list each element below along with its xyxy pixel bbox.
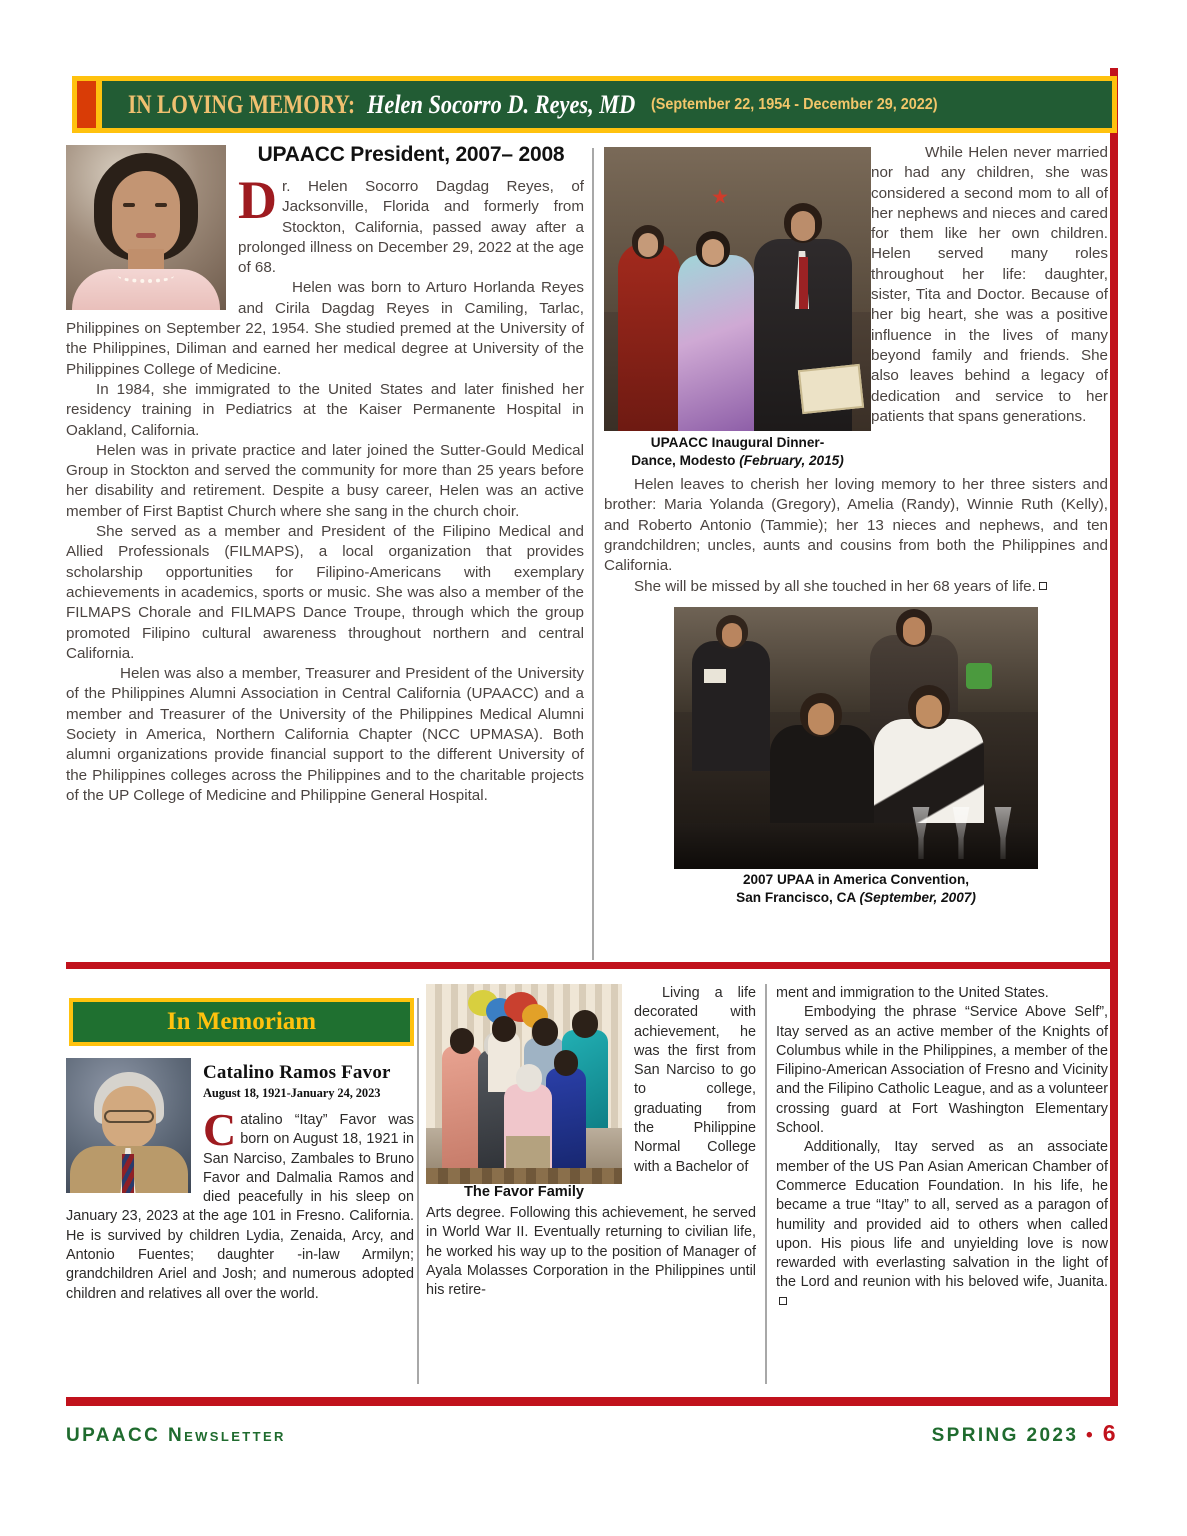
favor-family-photo [426, 984, 622, 1184]
paragraph-right-3 [604, 577, 1108, 597]
page-footer [66, 1420, 1118, 1447]
memoriam-paragraph-1: Catalino “Itay” Favor was born on August 18, 1921 in San Narciso, Zambales to Bruno Favor and Dalmalia Ramos and died peacefully in his sleep on January 23, 2023 at the age 101 in Fresno. California. He is survived by children Lydia, Zenaida, Arcy, and Antonio Fuentes; daughter -in-law Armilyn; grandchildren Ariel and Josh; and numerous adopted children and relatives all over the world. [66, 1104, 414, 1302]
favor-family-caption: The Favor Family [463, 1184, 585, 1200]
footer-page-number: 6 [1102, 1420, 1118, 1446]
footer-publication-name: UPAACC Newsletter [66, 1425, 286, 1446]
column-divider-rule [592, 148, 594, 960]
paragraph-right-2: Helen leaves to cherish her loving memory to her three sisters and brother: Maria Yolanda (Gregory), Amelia (Randy), Winnie Ruth (Kelly), and Roberto Antonio (Tammie); her 13 nieces and nephews, and ten grandchildren; uncles, aunts and cousins from both the Philippines and California. [604, 476, 1108, 575]
article-headline: UPAACC President, 2007– 2008 [257, 143, 565, 166]
paragraph-5: She served as a member and President of the Filipino Medical and Allied Professionals (FILMAPS), a local organization that provides scholarship opportunities for Filipino-Americans with exemplary achievements in academics, sports or music. She was also a member of the FILMAPS Chorale and FILMAPS Dance Troupe, through which the group promoted Filipino cultural awareness throughout northern and central California. [66, 523, 584, 662]
memoriam-col3-paragraph-3-text: Additionally, Itay served as an associate member of the US Pan Asian American Chamber of Commerce Education Foundation. In his life, he became a true “Itay” to all, served as a paragon of humility and provided aid to others when called upon. His pious life and unyielding love is now rewarded with everlasting salvation in the light of the Lord and reunion with his beloved wife, Juanita. [776, 1139, 1108, 1291]
memoriam-person-dates: August 18, 1921-January 24, 2023 [203, 1086, 381, 1100]
paragraph-1: Dr. Helen Socorro Dagdag Reyes, of Jacksonville, Florida and formerly from Stockton, California, passed away after a prolonged illness on December 29, 2022 at the age of 68. [238, 170, 584, 277]
paragraph-4: Helen was in private practice and later joined the Sutter-Gould Medical Group in Stockton and served the community for more than 25 years before her disability and retirement. Despite a busy career, Helen was an active member of First Baptist Church where she sang in the church choir. [66, 441, 584, 520]
dinner-dance-photo [604, 147, 871, 431]
footer-issue-block [932, 1420, 1118, 1447]
memoriam-col3-paragraph-1: ment and immigration to the United States. [776, 985, 1049, 1001]
helen-portrait-photo [66, 145, 226, 310]
memoriam-divider-1 [417, 998, 419, 1384]
memoriam-column-2 [426, 984, 756, 1300]
footer-separator: • [1086, 1425, 1096, 1446]
footer-issue: SPRING 2023 [931, 1425, 1079, 1446]
convention-caption-date: (September, 2007) [859, 889, 976, 905]
paragraph-3: In 1984, she immigrated to the United States and later finished her residency training in Pediatrics at the Kaiser Permanente Hospital in Oakland, California. [66, 380, 584, 439]
dinner-caption-line-1: UPAACC Inaugural Dinner- [650, 435, 825, 450]
convention-caption [674, 871, 1038, 906]
paragraph-right-1: While Helen never married nor had any children, she was considered a second mom to all of her nephews and nieces and cared for them like her own children. Helen served many roles throughout her life: daughter, sister, Tita and Doctor. Because of her big heart, she was a positive influence in the lives of many beyond family and friends. She also leaves behind a legacy of dedication and service to her patients that spans generations. [871, 144, 1108, 425]
convention-caption-line-1: 2007 UPAA in America Convention, [742, 871, 970, 887]
paragraph-2: Helen was born to Arturo Horlanda Reyes and Cirila Dagdag Reyes in Camiling, Tarlac, Philippines on September 22, 1954. She studied premed at the University of the Philippines, Diliman and earned her medical degree at University of the Philippines College of Medicine. [66, 279, 584, 378]
banner-person-name: Helen Socorro D. Reyes, MD [366, 89, 636, 119]
in-memoriam-banner [69, 998, 414, 1046]
article-right-column [604, 143, 1108, 906]
dinner-dance-caption [604, 434, 871, 469]
dinner-caption-date: (February, 2015) [739, 452, 844, 468]
memoriam-col3-paragraph-2: Embodying the phrase “Service Above Self”, Itay served as an active member of the Knights of Columbus while in the Philippines, a member of the Filipino-American Association of Fresno and Vicinity and the Filipino Catholic League, and as a volunteer crossing guard at Fort Washington Elementary School. [776, 1004, 1109, 1137]
paragraph-6: Helen was also a member, Treasurer and President of the University of the Philippines Alumni Association in Central California (UPAACC) and a member and Treasurer of the University of the Philippines Medical Alumni Society in America, Northern California Chapter (NCC UPMASA). Both alumni organizations provide financial support to the different University of the Philippines colleges across the Philippines and to the charitable projects of the UP College of Medicine and Philippine General Hospital. [66, 665, 584, 804]
memoriam-divider-2 [765, 984, 767, 1384]
memoriam-lead-paragraph: Living a life decorated with achievement, he was the first from San Narciso to go to college, graduating from the Philippine Normal College with a Bachelor of [634, 985, 756, 1175]
in-memoriam-title: In Memoriam [166, 1008, 317, 1035]
end-mark-icon-2 [779, 1297, 787, 1305]
article-left-column [66, 143, 584, 806]
memoriam-column-1 [66, 1056, 414, 1304]
dinner-caption-line-2: Dance, Modesto [631, 452, 740, 468]
convention-photo [674, 607, 1038, 869]
convention-caption-line-2: San Francisco, CA [736, 889, 860, 905]
memoriam-col3-paragraph-3 [776, 1138, 1108, 1312]
catalino-favor-portrait [66, 1058, 191, 1193]
banner-label: IN LOVING MEMORY: [128, 89, 356, 119]
in-memoriam-article [0, 968, 1187, 1404]
memoriam-person-name: Catalino Ramos Favor [203, 1062, 391, 1083]
memoriam-column-3 [776, 984, 1108, 1312]
end-mark-icon [1039, 582, 1047, 590]
memoriam-paragraph-continued: Arts degree. Following this achievement, he served in World War II. Eventually returning to civilian life, he worked his way up to the position of Manager of Ayala Molasses Corporation in the Philippines until his retire- [426, 1205, 756, 1299]
paragraph-right-3-text: She will be missed by all she touched in her 68 years of life. [634, 577, 1036, 595]
banner-life-dates: (September 22, 1954 - December 29, 2022) [650, 95, 938, 113]
